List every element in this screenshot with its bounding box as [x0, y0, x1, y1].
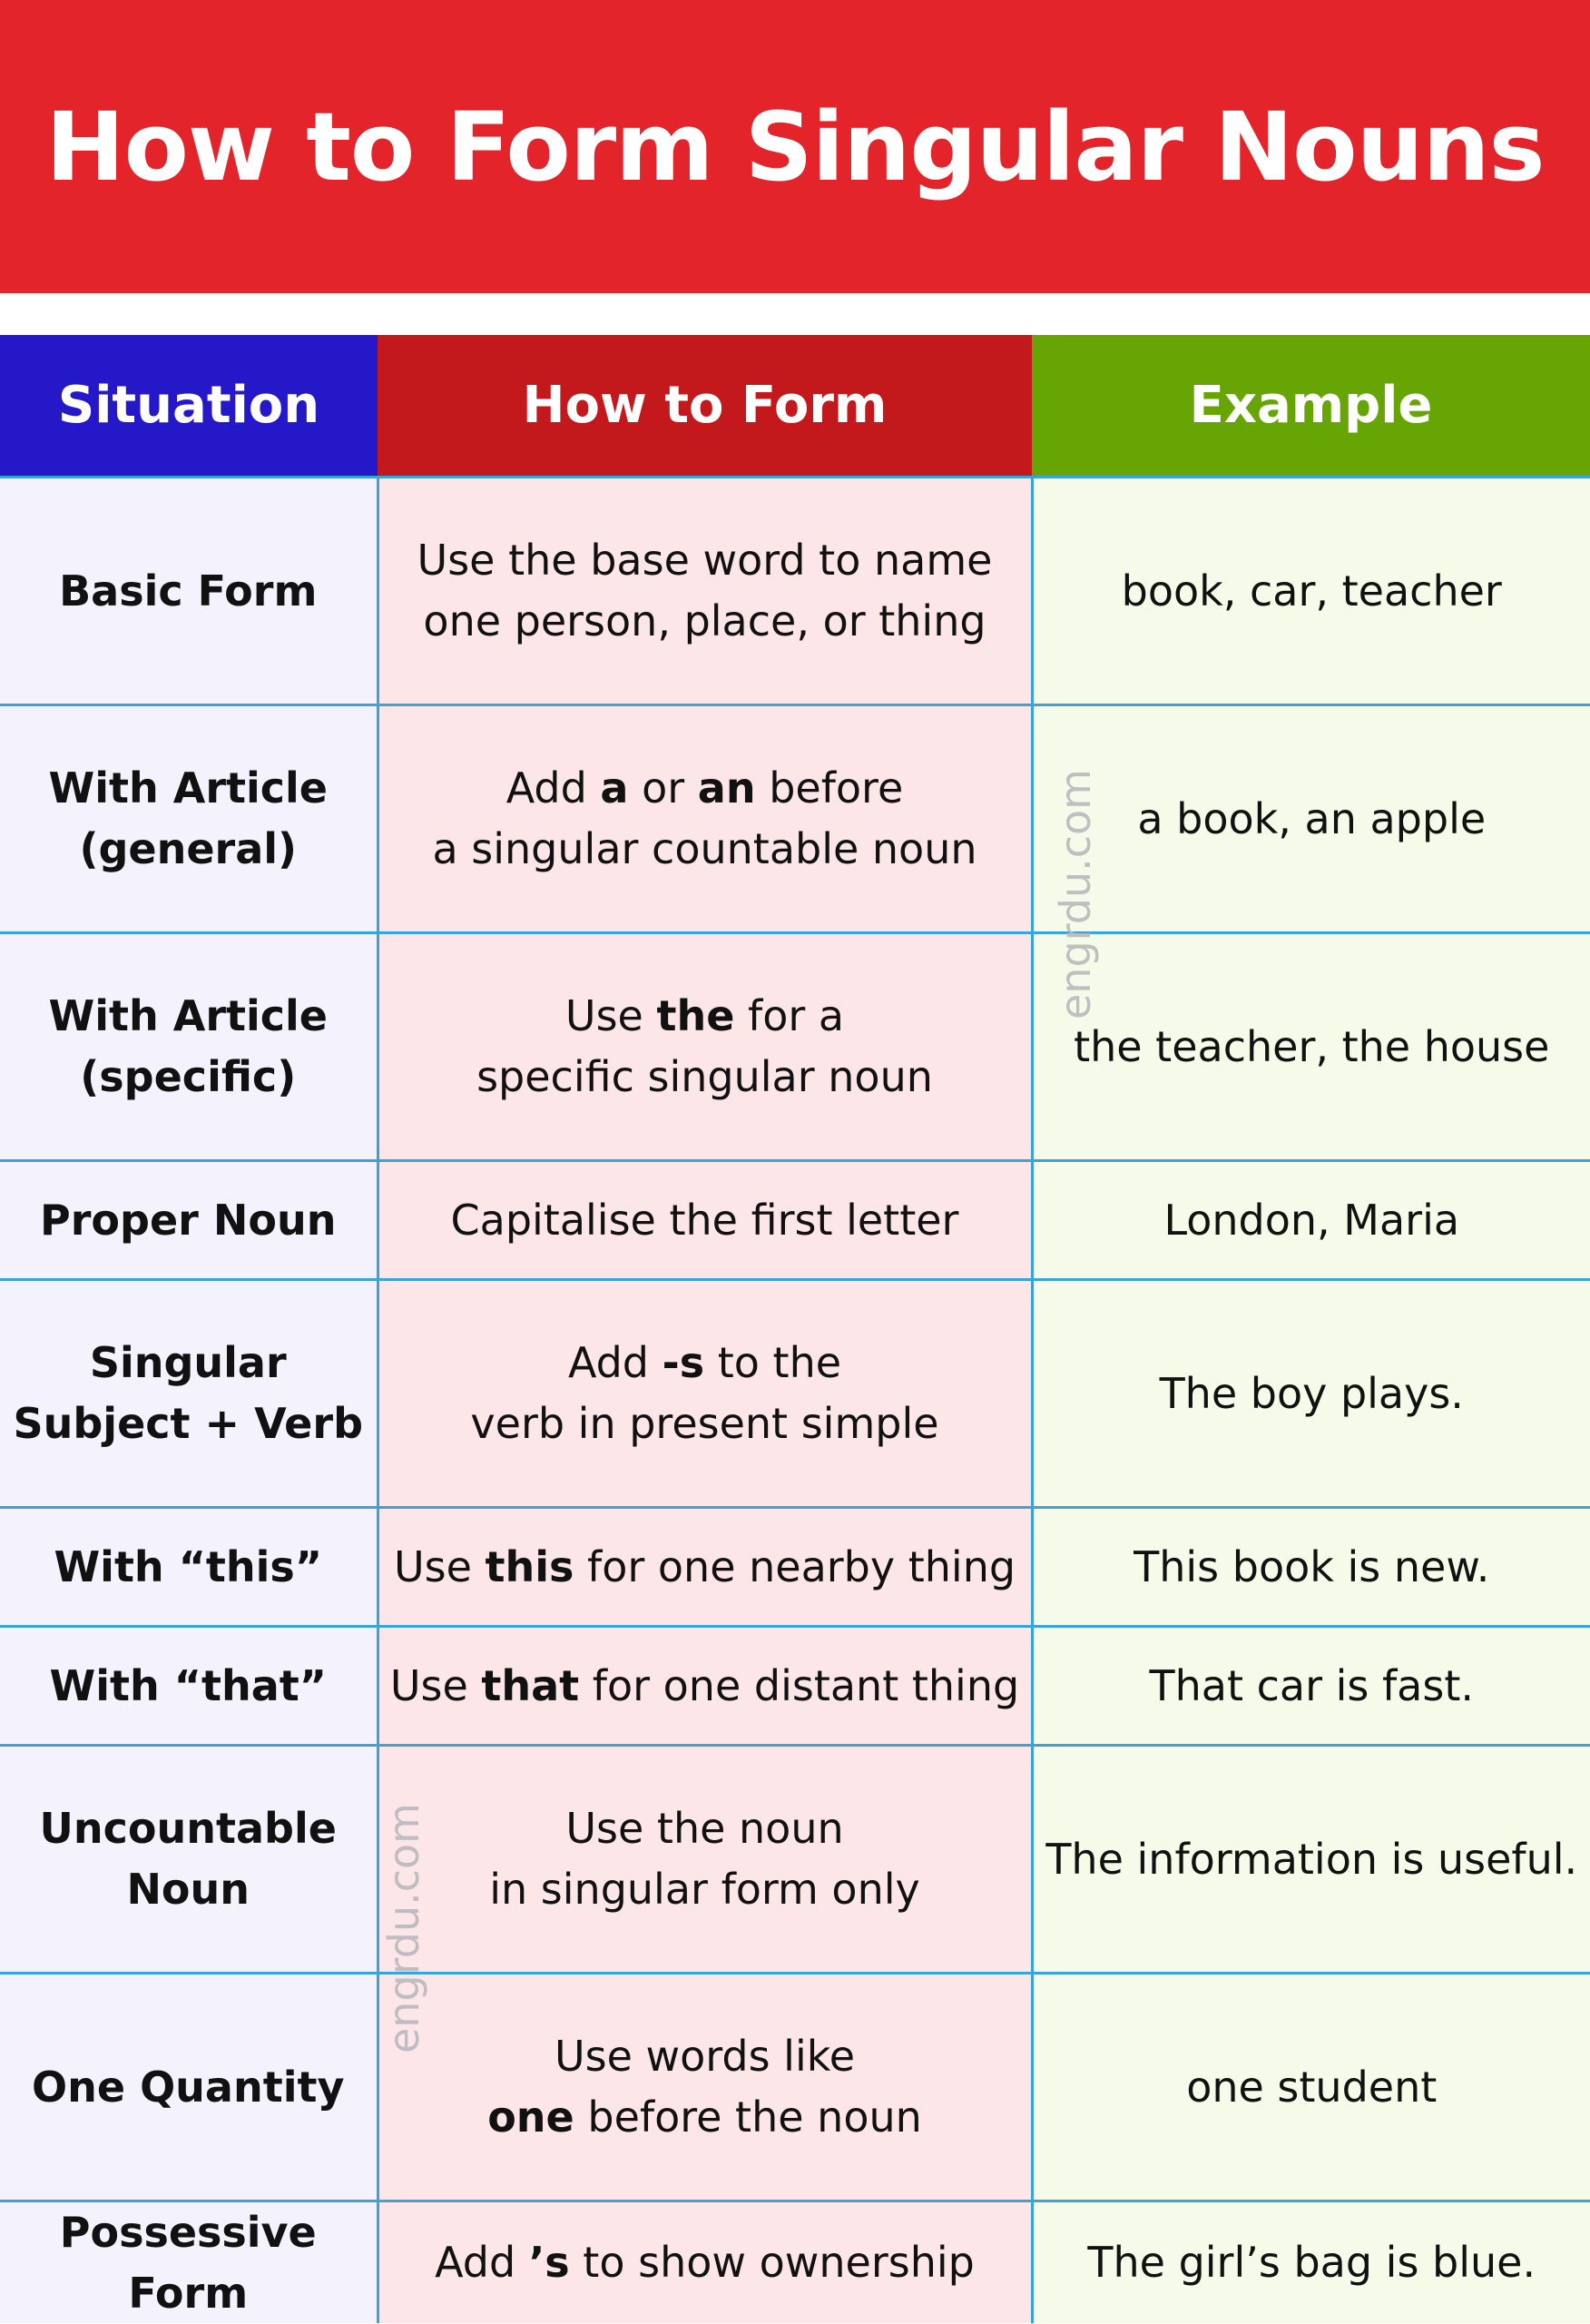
rule-text: Add: [505, 763, 601, 813]
example-cell: [1032, 1280, 1590, 1508]
table-row: [0, 1508, 1590, 1627]
rule-text: Use: [564, 991, 657, 1041]
emphasized-word: this: [485, 1541, 574, 1591]
rule-text: before a singular countable noun: [432, 763, 977, 873]
example-text: London, Maria: [1163, 1195, 1460, 1245]
how-to-form-cell: [378, 1508, 1032, 1627]
table-row: [0, 1746, 1590, 1974]
how-to-form-text: [390, 1661, 1019, 1710]
rule-text: for a specific singular noun: [476, 991, 933, 1101]
page-title: How to Form Singular Nouns: [45, 91, 1545, 202]
situation-cell: [0, 1627, 378, 1746]
rule-text: Add: [567, 1338, 662, 1388]
table-row: [0, 2201, 1590, 2324]
watermark-top: engrdu.com: [1051, 769, 1100, 1019]
how-to-form-cell: [378, 1974, 1032, 2201]
situation-text: With “that”: [49, 1660, 327, 1710]
rule-text: Use words like: [554, 2032, 856, 2082]
example-cell: [1032, 2201, 1590, 2324]
how-to-form-text: [476, 991, 933, 1101]
situation-cell: [0, 933, 378, 1161]
example-text: one student: [1186, 2062, 1438, 2112]
table-header-row: [0, 335, 1590, 478]
rule-text: for one nearby thing: [574, 1541, 1016, 1591]
example-cell: [1032, 1161, 1590, 1280]
situation-text: Proper Noun: [40, 1195, 337, 1245]
rule-text: to show ownership: [569, 2238, 975, 2288]
emphasized-word: -s: [662, 1338, 705, 1388]
rule-text: Use the noun in singular form only: [489, 1804, 920, 1914]
title-banner: [0, 0, 1590, 293]
table-row: [0, 1974, 1590, 2201]
how-to-form-text: [435, 2238, 975, 2287]
situation-text: Basic Form: [59, 566, 318, 615]
how-to-form-text: [489, 1804, 920, 1914]
singular-nouns-table: [0, 335, 1590, 2323]
table-body: [0, 478, 1590, 2324]
emphasized-word: an: [697, 763, 756, 813]
title-gap: [0, 293, 1590, 335]
situation-text: With “this”: [54, 1541, 323, 1591]
example-cell: [1032, 1974, 1590, 2201]
situation-cell: [0, 2201, 378, 2324]
table-row: [0, 705, 1590, 933]
situation-text: With Article (general): [48, 763, 329, 873]
example-text: This book is new.: [1134, 1541, 1490, 1591]
emphasized-word: that: [481, 1660, 580, 1710]
situation-cell: [0, 1508, 378, 1627]
header-how-to-form: How to Form: [378, 335, 1032, 478]
situation-cell: [0, 1746, 378, 1974]
table-row: [0, 478, 1590, 705]
example-text: a book, an apple: [1137, 793, 1487, 843]
how-to-form-cell: [378, 1161, 1032, 1280]
rule-text: or: [628, 763, 698, 813]
example-cell: [1032, 478, 1590, 705]
how-to-form-cell: [378, 478, 1032, 705]
how-to-form-cell: [378, 2201, 1032, 2324]
example-text: book, car, teacher: [1121, 566, 1502, 615]
how-to-form-cell: [378, 933, 1032, 1161]
how-to-form-cell: [378, 1746, 1032, 1974]
header-situation: Situation: [0, 335, 378, 478]
table-row: [0, 1627, 1590, 1746]
rule-text: for one distant thing: [579, 1660, 1020, 1710]
situation-text: Possessive Form: [59, 2208, 317, 2318]
example-text: The boy plays.: [1159, 1368, 1464, 1418]
watermark-bottom: engrdu.com: [379, 1803, 428, 2053]
how-to-form-cell: [378, 1280, 1032, 1508]
table-row: [0, 1280, 1590, 1508]
example-cell: [1032, 1627, 1590, 1746]
situation-cell: [0, 478, 378, 705]
emphasized-word: the: [656, 991, 735, 1041]
situation-text: With Article (specific): [48, 991, 329, 1101]
how-to-form-text: [417, 536, 993, 645]
rule-text: Use: [389, 1660, 482, 1710]
example-cell: [1032, 1746, 1590, 1974]
emphasized-word: ’s: [528, 2238, 570, 2288]
emphasized-word: a: [600, 763, 629, 813]
rule-text: Capitalise the first letter: [450, 1195, 959, 1245]
situation-cell: [0, 1161, 378, 1280]
situation-cell: [0, 705, 378, 933]
how-to-form-cell: [378, 705, 1032, 933]
example-text: The girl’s bag is blue.: [1087, 2238, 1536, 2288]
rule-text: to the verb in present simple: [470, 1338, 939, 1448]
how-to-form-text: [394, 1542, 1016, 1591]
example-text: the teacher, the house: [1074, 1021, 1550, 1071]
rule-text: before the noun: [574, 2093, 922, 2142]
rule-text: Use: [393, 1541, 486, 1591]
how-to-form-text: [451, 1196, 959, 1245]
example-text: That car is fast.: [1149, 1660, 1474, 1710]
situation-text: Singular Subject + Verb: [13, 1338, 363, 1448]
table-row: [0, 1161, 1590, 1280]
header-example: Example: [1032, 335, 1590, 478]
situation-cell: [0, 1974, 378, 2201]
example-cell: [1032, 1508, 1590, 1627]
how-to-form-text: [432, 763, 977, 873]
example-text: The information is useful.: [1045, 1834, 1578, 1884]
how-to-form-cell: [378, 1627, 1032, 1746]
emphasized-word: one: [487, 2093, 574, 2142]
example-cell: [1032, 705, 1590, 933]
how-to-form-text: [470, 1338, 938, 1448]
situation-cell: [0, 1280, 378, 1508]
rule-text: Use the base word to name one person, place, or thing: [417, 536, 993, 645]
table-row: [0, 933, 1590, 1161]
how-to-form-text: [487, 2032, 922, 2142]
example-cell: [1032, 933, 1590, 1161]
situation-text: One Quantity: [32, 2062, 345, 2112]
rule-text: Add: [435, 2238, 529, 2288]
situation-text: Uncountable Noun: [39, 1804, 337, 1914]
